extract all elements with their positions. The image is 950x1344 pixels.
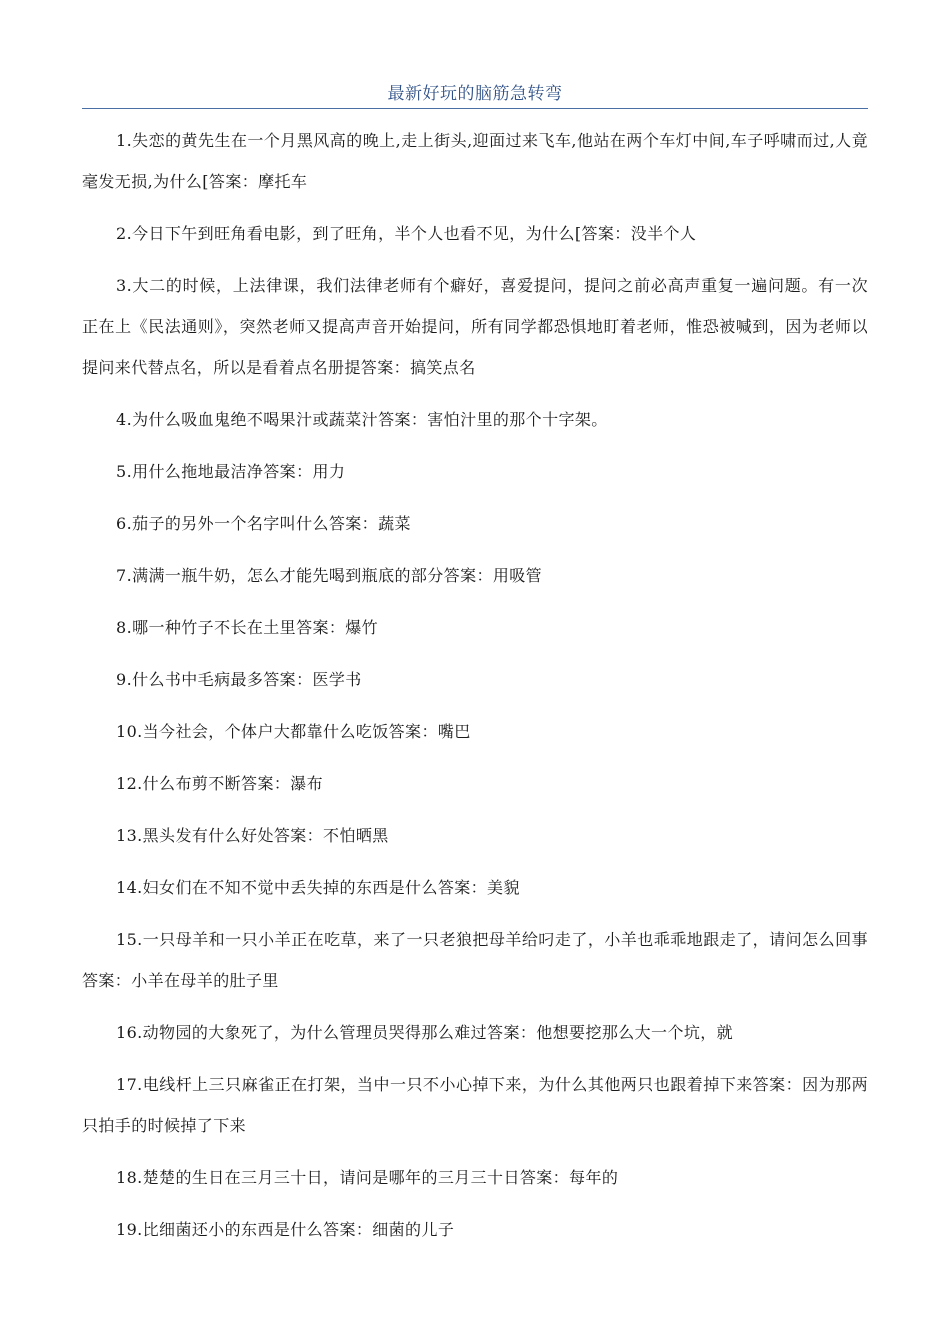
riddle-item-12: 12.什么布剪不断答案：瀑布	[116, 774, 324, 793]
riddle-item-16: 16.动物园的大象死了，为什么管理员哭得那么难过答案：他想要挖那么大一个坑，就	[116, 1023, 734, 1042]
riddle-item-10: 10.当今社会，个体户大都靠什么吃饭答案：嘴巴	[116, 722, 471, 741]
document-body	[82, 120, 868, 1261]
riddle-item-19: 19.比细菌还小的东西是什么答案：细菌的儿子	[116, 1220, 455, 1239]
page-title: 最新好玩的脑筋急转弯	[387, 84, 563, 104]
riddle-item-2: 2.今日下午到旺角看电影，到了旺角，半个人也看不见，为什么[答案：没半个人	[116, 224, 697, 243]
riddle-item-6: 6.茄子的另外一个名字叫什么答案：蔬菜	[116, 514, 411, 533]
riddle-item-9: 9.什么书中毛病最多答案：医学书	[116, 670, 362, 689]
riddle-item-15: 15.一只母羊和一只小羊正在吃草，来了一只老狼把母羊给叼走了，小羊也乖乖地跟走了，请问怎么回事答案：小羊在母羊的肚子里	[82, 930, 868, 990]
riddle-item-18: 18.楚楚的生日在三月三十日，请问是哪年的三月三十日答案：每年的	[116, 1168, 619, 1187]
page-header	[82, 82, 868, 109]
riddle-item-8: 8.哪一种竹子不长在土里答案：爆竹	[116, 618, 379, 637]
riddle-item-3: 3.大二的时候，上法律课，我们法律老师有个癖好，喜爱提问，提问之前必高声重复一遍问题。有一次正在上《民法通则》，突然老师又提高声音开始提问，所有同学都恐惧地盯着老师，惟恐被喊到，因为老师以提问来代替点名，所以是看着点名册提答案：搞笑点名	[82, 276, 868, 377]
riddle-item-13: 13.黑头发有什么好处答案：不怕晒黑	[116, 826, 389, 845]
riddle-item-17: 17.电线杆上三只麻雀正在打架，当中一只不小心掉下来，为什么其他两只也跟着掉下来答案：因为那两只拍手的时候掉了下来	[82, 1075, 868, 1135]
riddle-item-4: 4.为什么吸血鬼绝不喝果汁或蔬菜汁答案：害怕汁里的那个十字架。	[116, 410, 608, 429]
riddle-item-1: 1.失恋的黄先生在一个月黑风高的晚上,走上街头,迎面过来飞车,他站在两个车灯中间,车子呼啸而过,人竟毫发无损,为什么[答案：摩托车	[82, 131, 868, 191]
riddle-item-5: 5.用什么拖地最洁净答案：用力	[116, 462, 346, 481]
riddle-item-7: 7.满满一瓶牛奶，怎么才能先喝到瓶底的部分答案：用吸管	[116, 566, 543, 585]
riddle-item-14: 14.妇女们在不知不觉中丢失掉的东西是什么答案：美貌	[116, 878, 520, 897]
